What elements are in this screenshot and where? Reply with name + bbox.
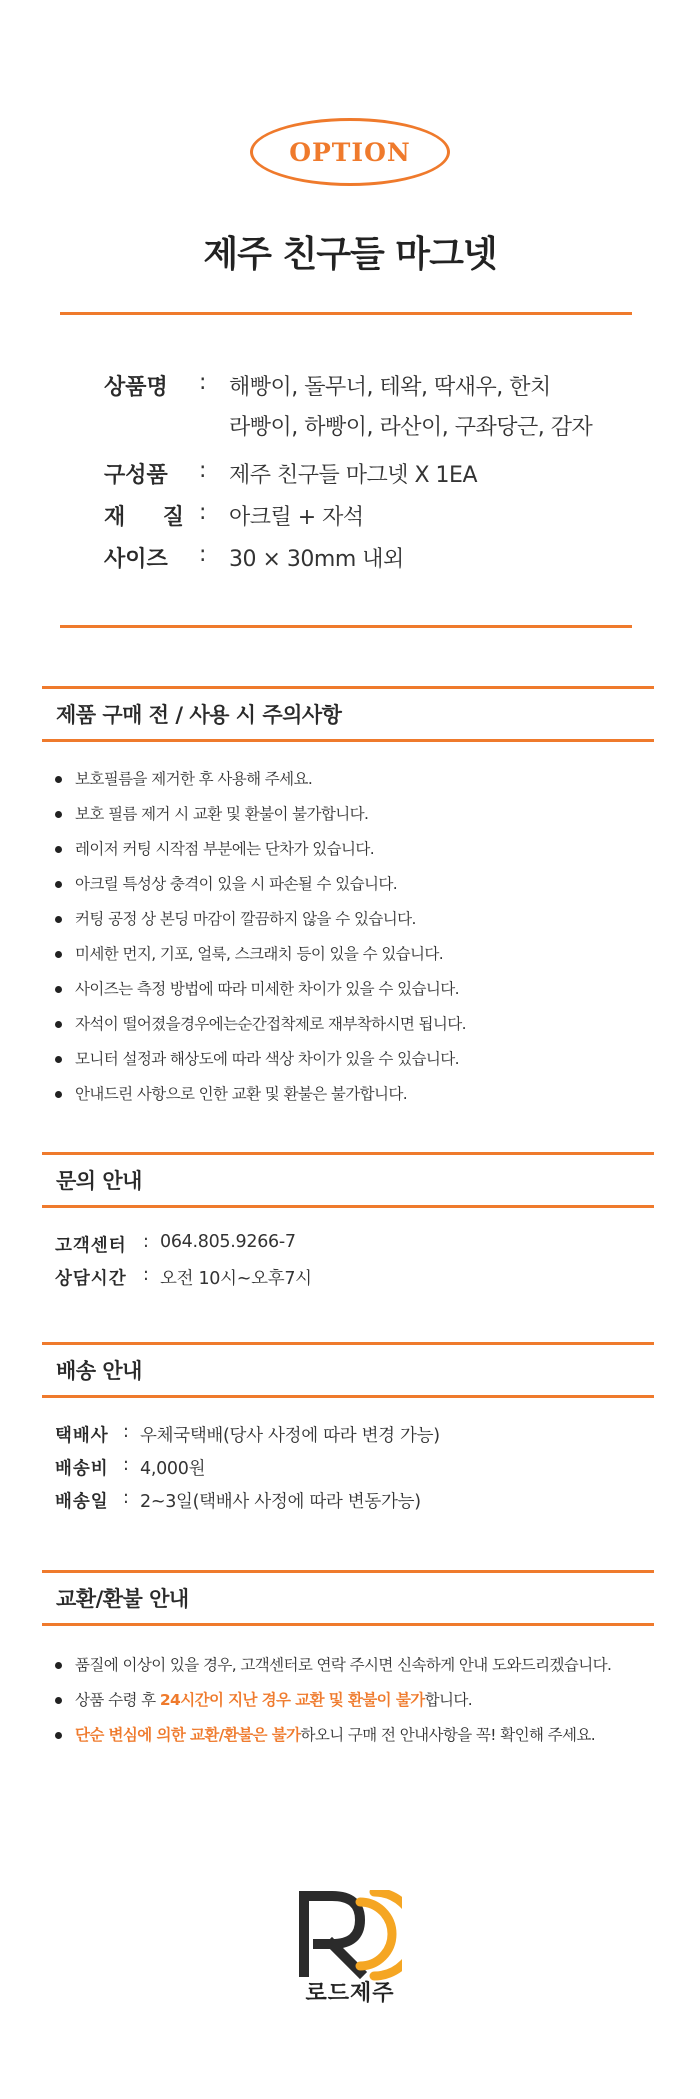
refund-heading: 교환/환불 안내 <box>42 1570 654 1626</box>
divider-bottom <box>60 625 632 628</box>
days-value: 2~3일(택배사 사정에 따라 변동가능) <box>140 1492 421 1512</box>
spec-comp-label: 구성품 <box>104 463 168 488</box>
bullet-icon <box>55 811 62 818</box>
list-item <box>55 1083 466 1118</box>
bullet-icon <box>55 916 62 923</box>
shipping-heading: 배송 안내 <box>42 1342 654 1398</box>
refund-list <box>55 1654 611 1759</box>
divider-top <box>60 312 632 315</box>
refund-item-post: 합니다. <box>424 1691 473 1709</box>
spec-name-value-2: 라빵이, 하빵이, 라산이, 구좌당근, 감자 <box>229 415 593 440</box>
hours-label: 상담시간 <box>55 1269 127 1289</box>
bullet-icon <box>55 1697 62 1704</box>
spec-material-label-2: 질 <box>162 505 184 530</box>
shipping-colon: : <box>123 1488 129 1508</box>
bullet-icon <box>55 776 62 783</box>
list-item <box>55 803 466 838</box>
caution-heading: 제품 구매 전 / 사용 시 주의사항 <box>42 686 654 742</box>
days-label: 배송일 <box>55 1492 109 1512</box>
courier-value: 우체국택배(당사 사정에 따라 변경 가능) <box>140 1426 440 1446</box>
list-item <box>55 1654 611 1689</box>
spec-name-label: 상품명 <box>104 375 168 400</box>
bullet-icon <box>55 881 62 888</box>
option-badge: OPTION <box>250 118 450 186</box>
inquiry-colon: : <box>143 1265 149 1285</box>
list-item <box>55 1689 611 1724</box>
spec-colon: : <box>199 370 207 395</box>
bullet-icon <box>55 1732 62 1739</box>
list-item <box>55 1048 466 1083</box>
spec-colon: : <box>199 542 207 567</box>
list-item <box>55 838 466 873</box>
bullet-icon <box>55 986 62 993</box>
page-title: 제주 친구들 마그넷 <box>203 234 497 275</box>
spec-name-value: 해빵이, 돌무너, 테왁, 딱새우, 한치 <box>229 375 551 400</box>
refund-item-post: 하오니 구매 전 안내사항을 꼭! 확인해 주세요. <box>300 1726 596 1744</box>
fee-label: 배송비 <box>55 1459 109 1479</box>
bullet-icon <box>55 1091 62 1098</box>
courier-label: 택배사 <box>55 1426 109 1446</box>
center-label: 고객센터 <box>55 1236 127 1256</box>
bullet-icon <box>55 1056 62 1063</box>
list-item <box>55 1724 611 1759</box>
refund-item-text: 품질에 이상이 있을 경우, 고객센터로 연락 주시면 신속하게 안내 도와드리겠습니다. <box>75 1656 612 1674</box>
refund-highlight: 24시간이 지난 경우 교환 및 환불이 불가 <box>159 1691 425 1709</box>
list-item <box>55 768 466 803</box>
shipping-colon: : <box>123 1422 129 1442</box>
refund-highlight: 단순 변심에 의한 교환/환불은 불가 <box>75 1726 301 1744</box>
spec-colon: : <box>199 458 207 483</box>
caution-item-text: 안내드린 사항으로 인한 교환 및 환불은 불가합니다. <box>75 1085 408 1103</box>
spec-material-label <box>104 500 184 531</box>
inquiry-heading: 문의 안내 <box>42 1152 654 1208</box>
caution-item-text: 커팅 공정 상 본딩 마감이 깔끔하지 않을 수 있습니다. <box>75 910 416 928</box>
bullet-icon <box>55 1021 62 1028</box>
list-item <box>55 978 466 1013</box>
brand-name: 로드제주 <box>305 1981 395 2006</box>
bullet-icon <box>55 951 62 958</box>
inquiry-colon: : <box>143 1232 149 1252</box>
spec-colon: : <box>199 500 207 525</box>
caution-list <box>55 768 466 1118</box>
hours-value: 오전 10시~오후7시 <box>160 1269 312 1289</box>
bullet-icon <box>55 1662 62 1669</box>
center-phone: 064.805.9266-7 <box>160 1232 296 1252</box>
list-item <box>55 1013 466 1048</box>
caution-item-text: 자석이 떨어졌을경우에는순간접착제로 재부착하시면 됩니다. <box>75 1015 467 1033</box>
list-item <box>55 873 466 908</box>
caution-item-text: 보호필름을 제거한 후 사용해 주세요. <box>75 770 313 788</box>
caution-item-text: 모니터 설정과 해상도에 따라 색상 차이가 있을 수 있습니다. <box>75 1050 459 1068</box>
list-item <box>55 908 466 943</box>
spec-material-label-1: 재 <box>104 505 126 530</box>
shipping-colon: : <box>123 1455 129 1475</box>
caution-item-text: 레이저 커팅 시작점 부분에는 단차가 있습니다. <box>75 840 375 858</box>
caution-item-text: 미세한 먼지, 기포, 얼룩, 스크래치 등이 있을 수 있습니다. <box>75 945 444 963</box>
caution-item-text: 아크릴 특성상 충격이 있을 시 파손될 수 있습니다. <box>75 875 398 893</box>
list-item <box>55 943 466 978</box>
spec-comp-value: 제주 친구들 마그넷 X 1EA <box>229 463 478 488</box>
caution-item-text: 보호 필름 제거 시 교환 및 환불이 불가합니다. <box>75 805 369 823</box>
spec-size-label: 사이즈 <box>104 547 168 572</box>
bullet-icon <box>55 846 62 853</box>
fee-value: 4,000원 <box>140 1459 206 1479</box>
refund-item-pre: 상품 수령 후 <box>75 1691 160 1709</box>
spec-size-value: 30 × 30mm 내외 <box>229 547 404 572</box>
caution-item-text: 사이즈는 측정 방법에 따라 미세한 차이가 있을 수 있습니다. <box>75 980 459 998</box>
spec-material-value: 아크릴 + 자석 <box>229 505 364 530</box>
